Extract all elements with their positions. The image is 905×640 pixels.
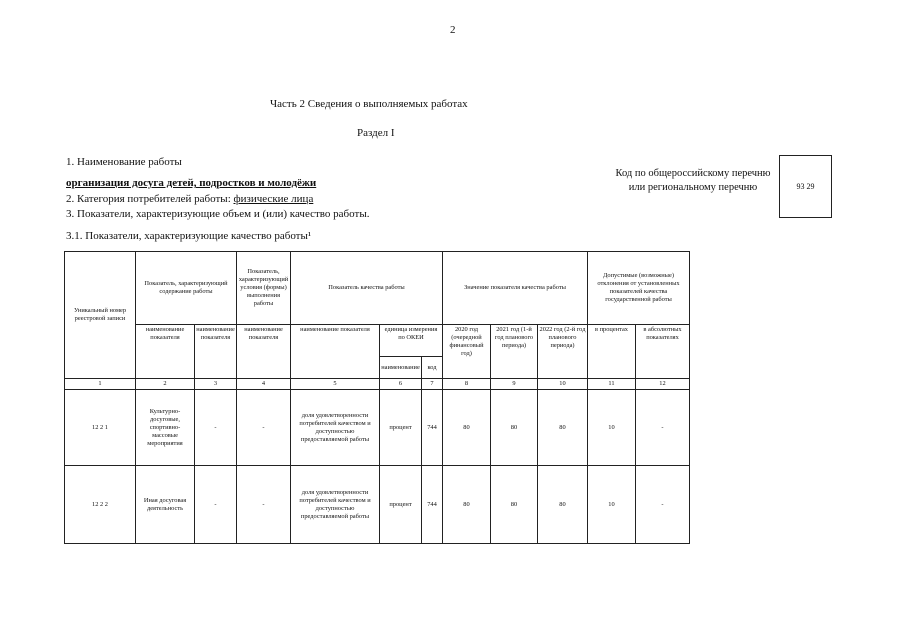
item31-label: 3.1. Показатели, характеризующие качество работы¹	[66, 230, 312, 242]
cell-id: 12 2 1	[65, 390, 136, 466]
header-unique-number: Уникальный номер реестровой записи	[65, 252, 136, 379]
cell-unit: процент	[380, 390, 422, 466]
header-quality-name: наименование показателя	[291, 325, 380, 379]
quality-table	[64, 251, 690, 544]
cell-name: Иная досуговая деятельность	[136, 466, 195, 544]
code-label: Код по общероссийскому перечню или региональному перечню	[615, 168, 771, 193]
item2-prefix: 2. Категория потребителей работы:	[66, 193, 234, 205]
cell-percent: 10	[588, 390, 636, 466]
cell-n2: -	[195, 466, 237, 544]
part-title: Часть 2 Сведения о выполняемых работах	[270, 98, 468, 110]
cell-n2: -	[195, 390, 237, 466]
header-values: Значение показателя качества работы	[443, 252, 588, 325]
col-number: 7	[422, 379, 443, 390]
cell-code: 744	[422, 390, 443, 466]
cell-n3: -	[237, 466, 291, 544]
col-number: 11	[588, 379, 636, 390]
item3-label: 3. Показатели, характеризующие объем и (или) качество работы.	[66, 208, 370, 220]
header-name-2: наименование показателя	[195, 325, 237, 379]
column-number-row	[65, 379, 690, 390]
item2-line	[66, 193, 313, 205]
header-conditions: Показатель, характеризующий условия (формы) выполнения работы	[237, 252, 291, 325]
col-number: 10	[538, 379, 588, 390]
header-unit: единица измерения по ОКЕИ	[380, 325, 443, 357]
col-number: 3	[195, 379, 237, 390]
table-row	[65, 390, 690, 466]
cell-code: 744	[422, 466, 443, 544]
cell-n3: -	[237, 390, 291, 466]
code-box	[779, 155, 832, 218]
page-number: 2	[450, 24, 456, 36]
cell-indicator: доля удовлетворенности потребителей качеством и доступностью предоставляемой работы	[291, 390, 380, 466]
header-unit-name: наименование	[380, 357, 422, 379]
section-title: Раздел I	[357, 127, 395, 139]
cell-2020: 80	[443, 390, 491, 466]
header-year-2022: 2022 год (2-й год планового периода)	[538, 325, 588, 379]
cell-percent: 10	[588, 466, 636, 544]
header-name-3: наименование показателя	[237, 325, 291, 379]
header-absolute: в абсолютных показателях	[636, 325, 690, 379]
cell-name: Культурно-досуговые, спортивно-массовые мероприятия	[136, 390, 195, 466]
work-name: организация досуга детей, подростков и молодёжи	[66, 177, 317, 189]
header-quality: Показатель качества работы	[291, 252, 443, 325]
col-number: 1	[65, 379, 136, 390]
cell-absolute: -	[636, 390, 690, 466]
header-year-2021: 2021 год (1-й год планового периода)	[491, 325, 538, 379]
cell-2021: 80	[491, 466, 538, 544]
col-number: 12	[636, 379, 690, 390]
cell-2021: 80	[491, 390, 538, 466]
col-number: 4	[237, 379, 291, 390]
code-value: 93 29	[796, 182, 815, 191]
header-deviation: Допустимые (возможные) отклонения от установленных показателей качества государственной работы	[588, 252, 690, 325]
item1-label: 1. Наименование работы	[66, 156, 182, 168]
cell-2020: 80	[443, 466, 491, 544]
col-number: 8	[443, 379, 491, 390]
col-number: 6	[380, 379, 422, 390]
table-row	[65, 466, 690, 544]
col-number: 9	[491, 379, 538, 390]
header-content: Показатель, характеризующий содержание работы	[136, 252, 237, 325]
header-year-2020: 2020 год (очередной финансовый год)	[443, 325, 491, 379]
col-number: 5	[291, 379, 380, 390]
cell-unit: процент	[380, 466, 422, 544]
header-code: код	[422, 357, 443, 379]
cell-indicator: доля удовлетворенности потребителей качеством и доступностью предоставляемой работы	[291, 466, 380, 544]
header-name-1: наименование показателя	[136, 325, 195, 379]
cell-id: 12 2 2	[65, 466, 136, 544]
col-number: 2	[136, 379, 195, 390]
cell-2022: 80	[538, 466, 588, 544]
item2-value: физические лица	[233, 193, 314, 205]
cell-2022: 80	[538, 390, 588, 466]
header-percent: в процентах	[588, 325, 636, 379]
cell-absolute: -	[636, 466, 690, 544]
